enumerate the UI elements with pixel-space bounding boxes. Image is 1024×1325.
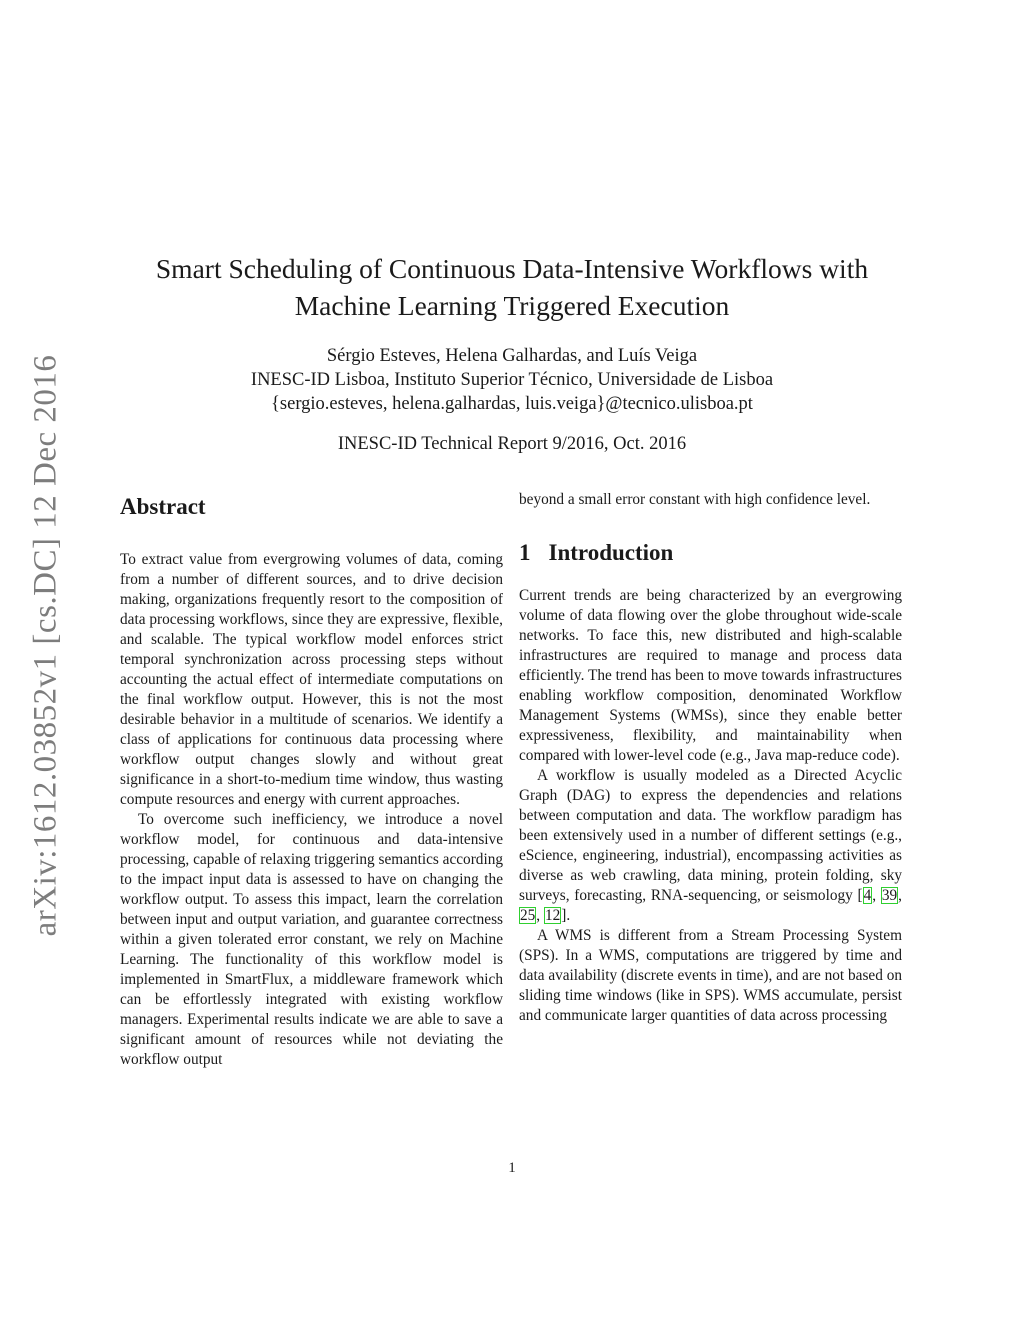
right-column	[519, 490, 902, 1026]
report-line: INESC-ID Technical Report 9/2016, Oct. 2016	[337, 434, 687, 454]
abstract-paragraph-2: To overcome such inefficiency, we introduce a novel workflow model, for continuous and data-intensive processing, capable of relaxing triggering semantics according to the impact input data is assessed to have on changing the workflow output. To assess this impact, learn the correlation between input and output variation, and guarantee correctness within a given tolerated error constant, we rely on Machine Learning. The functionality of this workflow model is implemented in SmartFlux, a middleware framework which can be effortlessly integrated with existing workflow managers. Experimental results indicate we are able to save a significant amount of resources while not deviating the workflow output	[120, 811, 503, 1068]
intro-paragraph-1: Current trends are being characterized by an evergrowing volume of data flowing over the globe throughout wide-scale networks. To face this, new distributed and high-scalable infrastructures are required to manage and process data efficiently. The trend has been to move towards infrastructures enabling workflow composition, denominated Workflow Management Systems (WMSs), since they enable better expressiveness, flexibility, and maintainability when compared with lower-level code (e.g., Java map-reduce code).	[519, 587, 902, 764]
intro-paragraph-3: A WMS is different from a Stream Processing System (SPS). In a WMS, computations are triggered by time and data availability (discrete events in time), and are not based on sliding time windows (like in SPS). WMS accumulate, persist and communicate larger quantities of data across processing	[519, 927, 902, 1024]
intro-paragraph-2: A workflow is usually modeled as a Directed Acyclic Graph (DAG) to express the dependencies and relations between computation and data. The workflow paradigm has been extensively used in a number of different settings (e.g., eScience, engineering, industrial), encompassing activities as diverse as web crawling, data mining, protein folding, sky surveys, forecasting, RNA-sequencing, or seismology [4, 39, 25, 12].	[519, 767, 902, 924]
citation-link[interactable]: 39	[881, 887, 898, 904]
section-heading-introduction	[519, 538, 902, 568]
page-number: 1	[508, 1160, 516, 1176]
citation-link[interactable]: 4	[863, 887, 872, 904]
paper-title	[120, 250, 904, 324]
section-title: Introduction	[548, 540, 674, 565]
arxiv-identifier: arXiv:1612.03852v1 [cs.DC] 12 Dec 2016	[27, 354, 64, 936]
citation-link[interactable]: 25	[520, 907, 536, 924]
author-affiliation: INESC-ID Lisboa, Instituto Superior Técnico, Universidade de Lisboa	[250, 370, 774, 390]
author-emails: {sergio.esteves, helena.galhardas, luis.veiga}@tecnico.ulisboa.pt	[271, 394, 753, 414]
abstract-heading: Abstract	[120, 494, 206, 519]
section-number: 1	[519, 540, 531, 565]
author-block	[120, 344, 904, 416]
title-line-1: Smart Scheduling of Continuous Data-Intensive Workflows with	[155, 253, 869, 284]
author-names: Sérgio Esteves, Helena Galhardas, and Luís Veiga	[326, 346, 698, 366]
intro-paragraph-2-text: A workflow is usually modeled as a Directed Acyclic Graph (DAG) to express the dependencies and relations between computation and data. The workflow paradigm has been extensively used in a number of different settings (e.g., eScience, engineering, industrial), encompassing activities as diverse as web crawling, data mining, protein folding, sky surveys, forecasting, RNA-sequencing, or seismology	[519, 767, 902, 904]
left-column	[120, 490, 503, 1070]
citation-link[interactable]: 12	[544, 907, 561, 924]
arxiv-side-stamp	[18, 340, 74, 950]
title-line-2: Machine Learning Triggered Execution	[294, 290, 730, 321]
abstract-paragraph-1: To extract value from evergrowing volumes of data, coming from a number of different sources, and to drive decision making, organizations frequently resort to the composition of data processing workflows, since they are expressive, flexible, and scalable. The typical workflow model enforces strict temporal synchronization across processing steps without accounting the actual effect of intermediate computations on the final workflow output. However, this is not the most desirable behavior in a multitude of scenarios. We identify a class of applications for continuous data processing where workflow output changes slowly and without great significance in a short-to-medium time window, thus wasting compute resources and energy with current approaches.	[120, 551, 503, 808]
abstract-continuation: beyond a small error constant with high confidence level.	[519, 491, 871, 508]
